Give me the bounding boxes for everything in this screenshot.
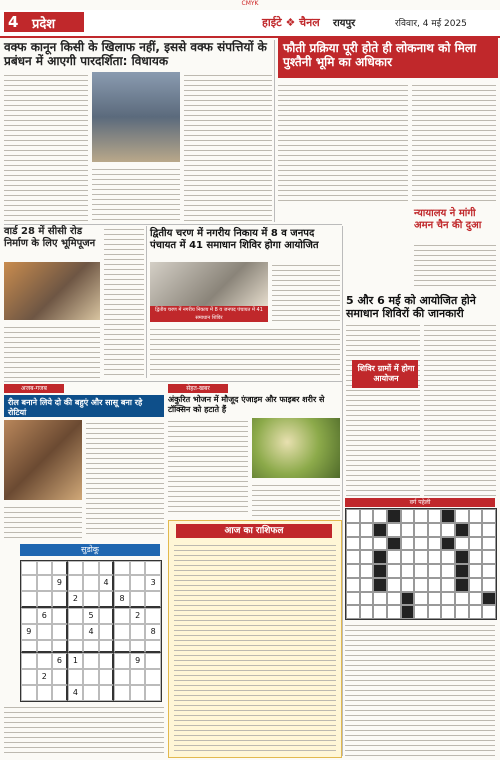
- sudoku-cell[interactable]: [52, 669, 68, 685]
- article-samadhan-may-text-col2: [424, 322, 496, 500]
- crossword-cell: [373, 550, 387, 564]
- photo-sprouts: [252, 418, 340, 478]
- sudoku-cell[interactable]: [83, 669, 99, 685]
- crossword-cell[interactable]: [441, 550, 455, 564]
- row-divider: [4, 224, 342, 225]
- crossword-cell[interactable]: [360, 537, 374, 551]
- crossword-cell[interactable]: [428, 605, 442, 619]
- rashifal-title: आज का राशिफल: [176, 524, 332, 538]
- sudoku-cell[interactable]: [68, 669, 84, 685]
- sudoku-cell[interactable]: 2: [68, 591, 84, 608]
- crossword-cell[interactable]: [469, 564, 483, 578]
- sudoku-cell[interactable]: [145, 608, 161, 624]
- article-reel-text: [86, 420, 164, 538]
- headline-ward28: वार्ड 28 में सीसी रोड निर्माण के लिए भूमिपूजन: [4, 226, 96, 249]
- newspaper-brand: हाईटे ❖ चैनल: [262, 16, 320, 29]
- sudoku-cell[interactable]: [99, 624, 115, 640]
- sudoku-cell[interactable]: 5: [83, 608, 99, 624]
- crossword-cell[interactable]: [401, 564, 415, 578]
- crossword-cell: [455, 523, 469, 537]
- crossword-cell[interactable]: [482, 537, 496, 551]
- article-sehat-text: [168, 418, 248, 516]
- column-divider: [274, 40, 275, 222]
- crossword-cell[interactable]: [373, 605, 387, 619]
- sudoku-cell[interactable]: [21, 608, 37, 624]
- crossword-cell: [441, 537, 455, 551]
- sudoku-cell[interactable]: [21, 685, 37, 701]
- crossword-cell[interactable]: [469, 523, 483, 537]
- crossword-cell[interactable]: [360, 564, 374, 578]
- sudoku-cell[interactable]: [114, 685, 130, 701]
- headline-sehat: अंकुरित भोजन में मौजूद एंजाइम और फाइबर शरीर से टॉक्सिन को हटाते हैं: [168, 395, 325, 414]
- crossword-cell[interactable]: [346, 523, 360, 537]
- crossword-cell: [373, 564, 387, 578]
- crossword-cell[interactable]: [360, 509, 374, 523]
- crossword-cell[interactable]: [469, 605, 483, 619]
- sudoku-cell[interactable]: [52, 685, 68, 701]
- crossword-cell[interactable]: [482, 523, 496, 537]
- crossword-cell[interactable]: [360, 550, 374, 564]
- article-lokanath-text: [278, 82, 408, 202]
- sudoku-cell[interactable]: [83, 685, 99, 701]
- crossword-clues: [345, 622, 495, 756]
- crossword-cell[interactable]: [455, 592, 469, 606]
- sudoku-cell[interactable]: 2: [130, 608, 146, 624]
- sudoku-cell[interactable]: [114, 608, 130, 624]
- row-divider: [4, 381, 342, 382]
- crossword-cell[interactable]: [469, 550, 483, 564]
- sudoku-cell[interactable]: 4: [99, 575, 115, 591]
- sudoku-cell[interactable]: [21, 669, 37, 685]
- sudoku-cell[interactable]: [52, 591, 68, 608]
- sudoku-cell[interactable]: 6: [37, 608, 53, 624]
- sudoku-cell[interactable]: [52, 561, 68, 575]
- sudoku-cell[interactable]: 6: [52, 653, 68, 669]
- section-box: [4, 12, 84, 32]
- sudoku-cell[interactable]: [68, 561, 84, 575]
- sudoku-cell[interactable]: [145, 685, 161, 701]
- sudoku-cell[interactable]: [68, 640, 84, 654]
- rashifal-text: [174, 542, 336, 752]
- sudoku-cell[interactable]: [68, 624, 84, 640]
- crossword-cell[interactable]: [346, 509, 360, 523]
- crossword-cell[interactable]: [387, 605, 401, 619]
- sudoku-cell[interactable]: [99, 653, 115, 669]
- sudoku-cell[interactable]: [52, 624, 68, 640]
- sudoku-cell[interactable]: [68, 608, 84, 624]
- sudoku-cell[interactable]: [114, 653, 130, 669]
- crossword-cell[interactable]: [401, 578, 415, 592]
- crossword-cell: [387, 537, 401, 551]
- sudoku-cell[interactable]: [130, 561, 146, 575]
- crossword-cell[interactable]: [428, 592, 442, 606]
- crossword-cell[interactable]: [455, 537, 469, 551]
- sudoku-cell[interactable]: [37, 624, 53, 640]
- sudoku-cell[interactable]: [37, 653, 53, 669]
- crossword-cell[interactable]: [414, 523, 428, 537]
- crossword-cell: [455, 550, 469, 564]
- sudoku-cell[interactable]: [83, 561, 99, 575]
- sudoku-cell[interactable]: [37, 640, 53, 654]
- crossword-cell[interactable]: [469, 592, 483, 606]
- crossword-cell[interactable]: [346, 592, 360, 606]
- crossword-cell[interactable]: [373, 537, 387, 551]
- crossword-title: वर्ग पहेली: [345, 498, 495, 507]
- crossword-cell[interactable]: [373, 592, 387, 606]
- crossword-cell[interactable]: [469, 578, 483, 592]
- crossword-cell[interactable]: [469, 537, 483, 551]
- sudoku-title: सुडोकू: [20, 544, 160, 556]
- crossword-cell[interactable]: [455, 509, 469, 523]
- sudoku-cell[interactable]: 9: [130, 653, 146, 669]
- sudoku-cell[interactable]: [99, 561, 115, 575]
- crossword-cell[interactable]: [428, 550, 442, 564]
- sudoku-cell[interactable]: [114, 561, 130, 575]
- sudoku-cell[interactable]: [130, 591, 146, 608]
- crossword-cell[interactable]: [387, 523, 401, 537]
- article-samadhan-may-text: [346, 322, 420, 500]
- crossword-cell[interactable]: [414, 550, 428, 564]
- article-reel-text-col1: [4, 504, 82, 538]
- crossword-cell: [373, 578, 387, 592]
- sudoku-cell[interactable]: [37, 561, 53, 575]
- article-samadhan-text-col2: [272, 262, 340, 324]
- headline-nyayalaya: न्यायालय ने मांगी अमन चैन की दुआ: [414, 208, 482, 231]
- sudoku-cell[interactable]: [83, 575, 99, 591]
- sudoku-cell[interactable]: [83, 591, 99, 608]
- sudoku-cell[interactable]: [99, 608, 115, 624]
- crossword-cell[interactable]: [387, 564, 401, 578]
- sudoku-cell[interactable]: [130, 669, 146, 685]
- crossword-cell[interactable]: [401, 509, 415, 523]
- crossword-cell[interactable]: [441, 605, 455, 619]
- headline-samadhan-may: 5 और 6 मई को आयोजित होने समाधान शिविरों की जानकारी: [346, 294, 476, 321]
- sudoku-cell[interactable]: [114, 640, 130, 654]
- crossword-cell[interactable]: [360, 592, 374, 606]
- crossword-cell[interactable]: [428, 537, 442, 551]
- page-number: 4: [8, 13, 19, 31]
- headline-samadhan-phase2: द्वितीय चरण में नगरीय निकाय में 8 व जनपद पंचायत में 41 समाधान शिविर होगा आयोजित: [150, 228, 319, 251]
- crossword-cell[interactable]: [428, 523, 442, 537]
- sudoku-cell[interactable]: [114, 624, 130, 640]
- article-waqf-text-col3: [184, 72, 272, 222]
- crossword-cell[interactable]: [387, 578, 401, 592]
- sudoku-cell[interactable]: [21, 591, 37, 608]
- sudoku-cell[interactable]: [145, 591, 161, 608]
- sudoku-cell[interactable]: [145, 561, 161, 575]
- sudoku-cell[interactable]: [130, 640, 146, 654]
- sudoku-cell[interactable]: [99, 685, 115, 701]
- edition-date: रविवार, 4 मई 2025: [395, 19, 467, 29]
- sudoku-cell[interactable]: [21, 653, 37, 669]
- photo-waqf-meeting: [92, 72, 180, 162]
- crossword-cell[interactable]: [482, 605, 496, 619]
- crossword-cell: [455, 578, 469, 592]
- sudoku-cell[interactable]: [21, 640, 37, 654]
- crossword-cell[interactable]: [360, 605, 374, 619]
- sudoku-cell[interactable]: [52, 640, 68, 654]
- article-nyayalaya-text: [414, 242, 496, 290]
- crossword-cell[interactable]: [482, 509, 496, 523]
- sudoku-cell[interactable]: [145, 640, 161, 654]
- section-title: प्रदेश: [32, 17, 56, 32]
- crossword-cell[interactable]: [346, 550, 360, 564]
- crossword-cell: [441, 509, 455, 523]
- crossword-cell[interactable]: [441, 592, 455, 606]
- crossword-cell[interactable]: [414, 605, 428, 619]
- sudoku-cell[interactable]: [52, 608, 68, 624]
- sudoku-cell[interactable]: [83, 653, 99, 669]
- photo-ward28-ceremony: [4, 262, 100, 320]
- sudoku-cell[interactable]: 2: [37, 669, 53, 685]
- crossword-cell[interactable]: [428, 578, 442, 592]
- article-waqf-text-col2: [92, 166, 180, 222]
- sudoku-cell[interactable]: 8: [145, 624, 161, 640]
- crossword-cell[interactable]: [401, 523, 415, 537]
- sudoku-cell[interactable]: [130, 575, 146, 591]
- sudoku-cell[interactable]: 4: [68, 685, 84, 701]
- crossword-cell[interactable]: [346, 564, 360, 578]
- sudoku-cell[interactable]: 9: [21, 624, 37, 640]
- sudoku-cell[interactable]: [68, 575, 84, 591]
- sudoku-cell[interactable]: 4: [83, 624, 99, 640]
- crossword-cell[interactable]: [401, 550, 415, 564]
- sudoku-cell[interactable]: [21, 575, 37, 591]
- sudoku-cell[interactable]: 9: [52, 575, 68, 591]
- crossword-cell[interactable]: [441, 523, 455, 537]
- crossword-cell[interactable]: [414, 537, 428, 551]
- highlight-box-text: शिविर ग्रामों में होगा आयोजन: [357, 364, 415, 383]
- sudoku-cell[interactable]: [37, 575, 53, 591]
- crossword-cell[interactable]: [414, 578, 428, 592]
- crossword-cell[interactable]: [428, 564, 442, 578]
- crossword-cell: [387, 509, 401, 523]
- sudoku-cell[interactable]: [99, 640, 115, 654]
- crossword-grid[interactable]: [345, 508, 497, 620]
- headline-waqf: वक्फ कानून किसी के खिलाफ नहीं, इससे वक्फ संपत्तियों के प्रबंधन में आएगी पारदर्शिता: विधायक: [4, 40, 267, 69]
- crossword-cell[interactable]: [346, 605, 360, 619]
- crossword-cell[interactable]: [414, 509, 428, 523]
- crossword-cell[interactable]: [346, 537, 360, 551]
- photo-samadhan-shivir: [150, 262, 268, 306]
- color-mark: CMYK: [241, 0, 259, 7]
- crossword-cell[interactable]: [360, 578, 374, 592]
- crossword-cell[interactable]: [414, 592, 428, 606]
- crossword-cell: [401, 592, 415, 606]
- crossword-cell[interactable]: [360, 523, 374, 537]
- headline-reel: रील बनाने लिये दो की बहुएं और सासू बना रहे रोटियां: [8, 398, 143, 417]
- sudoku-cell[interactable]: 3: [145, 575, 161, 591]
- sudoku-rules: [4, 704, 164, 756]
- sudoku-cell[interactable]: [145, 653, 161, 669]
- sudoku-cell[interactable]: [145, 669, 161, 685]
- crossword-cell: [455, 564, 469, 578]
- article-samadhan-text: [150, 326, 340, 378]
- crossword-cell[interactable]: [441, 578, 455, 592]
- edition-city: रायपुर: [333, 18, 356, 29]
- sudoku-cell[interactable]: [37, 685, 53, 701]
- crossword-cell[interactable]: [414, 564, 428, 578]
- section-tag-sehat: सेहत-खबर: [168, 384, 228, 393]
- crossword-cell[interactable]: [482, 550, 496, 564]
- crossword-cell[interactable]: [455, 605, 469, 619]
- headline-lokanath: फौती प्रक्रिया पूरी होते ही लोकनाथ को मिला पुश्तैनी भूमि का अधिकार: [283, 41, 477, 70]
- crossword-cell[interactable]: [387, 592, 401, 606]
- crossword-cell[interactable]: [373, 509, 387, 523]
- sudoku-cell[interactable]: 1: [68, 653, 84, 669]
- crossword-cell[interactable]: [441, 564, 455, 578]
- sudoku-cell[interactable]: [99, 591, 115, 608]
- sudoku-grid[interactable]: [20, 560, 162, 702]
- sudoku-cell[interactable]: [130, 624, 146, 640]
- sudoku-cell[interactable]: [99, 669, 115, 685]
- column-divider: [146, 226, 147, 378]
- article-lokanath-text-col2: [412, 82, 496, 202]
- article-sehat-text-col2: [252, 482, 340, 516]
- article-ward28-text: [4, 324, 100, 378]
- sudoku-cell[interactable]: [114, 575, 130, 591]
- photo-caption-samadhan: द्वितीय चरण में नगरीय निकाय में 8 व जनपद पंचायत में 41 समाधान शिविर: [150, 306, 268, 322]
- sudoku-cell[interactable]: [83, 640, 99, 654]
- photo-reel-women: [4, 420, 82, 500]
- crossword-cell[interactable]: [401, 537, 415, 551]
- sudoku-cell[interactable]: [114, 669, 130, 685]
- crossword-cell: [401, 605, 415, 619]
- crossword-cell[interactable]: [469, 509, 483, 523]
- sudoku-cell[interactable]: [21, 561, 37, 575]
- crossword-cell: [482, 592, 496, 606]
- crossword-cell: [373, 523, 387, 537]
- crossword-cell[interactable]: [482, 578, 496, 592]
- crossword-cell[interactable]: [387, 550, 401, 564]
- sudoku-cell[interactable]: [37, 591, 53, 608]
- article-waqf-text-col1: [4, 72, 88, 222]
- column-divider: [342, 226, 343, 756]
- crossword-cell[interactable]: [428, 509, 442, 523]
- crossword-cell[interactable]: [346, 578, 360, 592]
- page-header: [0, 10, 500, 38]
- section-tag-ajab: अजब-गजब: [4, 384, 64, 393]
- crossword-cell[interactable]: [482, 564, 496, 578]
- article-ward28-text-col2: [104, 226, 144, 378]
- sudoku-cell[interactable]: 8: [114, 591, 130, 608]
- sudoku-cell[interactable]: [130, 685, 146, 701]
